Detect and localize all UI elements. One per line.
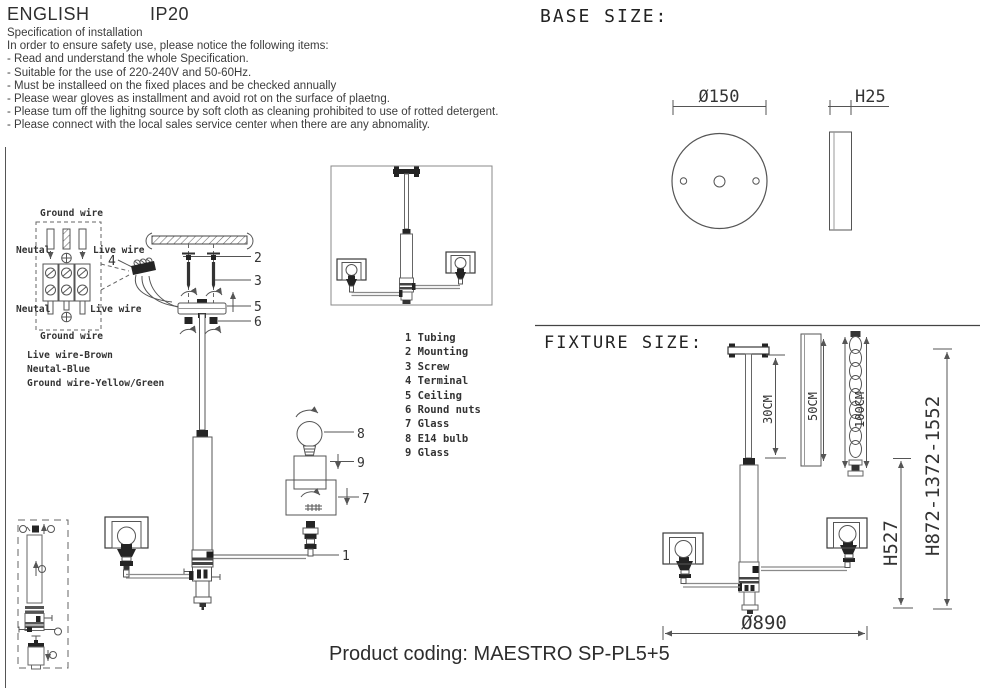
overview-inset [331,166,492,305]
parts-list-item: 3 Screw [405,360,450,373]
fixture-right-shade [761,518,867,571]
callout-4: 4 [108,254,116,269]
spec-item: - Please connect with the local sales service center when there are any abnomality. [7,119,430,132]
callout-6: 6 [254,315,262,330]
callout-1: 1 [342,549,350,564]
parts-list-item: 8 E14 bulb [405,432,469,445]
base-height-label: H25 [855,87,886,107]
fixture-size-drawing [663,331,952,640]
terminal-assembly [101,254,195,309]
bar-dim-label: 50CM [806,392,820,421]
parts-list-item: 9 Glass [405,447,450,460]
base-plate-side-view [830,132,852,230]
legend-ground-wire: Ground wire-Yellow/Green [27,378,165,389]
e14-bulb [296,410,322,455]
e14-socket [303,521,318,556]
h527-dim-label: H527 [880,520,902,566]
base-size-title: BASE SIZE: [540,6,669,27]
callout-2: 2 [254,251,262,266]
assembly-diagram [105,233,370,610]
ground-wire-bottom-label: Ground wire [40,331,103,342]
neutral-top-label: Neutal [16,245,51,256]
ip-rating: IP20 [150,4,190,24]
live-top-label: Live wire [93,245,145,256]
wiring-diagram [16,208,164,389]
spec-item: - Please wear gloves as installment and avoid rot on the surface of plaetng. [7,93,390,106]
callout-8: 8 [357,427,365,442]
parts-list-item: 4 Terminal [405,375,469,388]
spec-item: - Please tum off the lighitng source by soft cloth as cleaning prohibited to use of rotted detergent. [7,106,499,119]
fixture-left-shade [663,533,740,587]
ground-wire-top-label: Ground wire [40,208,103,219]
callout-9: 9 [357,456,365,471]
neutral-bottom-label: Neutal [16,304,51,315]
left-shade-assembly [105,517,194,580]
spec-item: - Suitable for the use of 220-240V and 50-60Hz. [7,66,252,79]
spec-item: - Must be installeed on the fixed places and be checked annually [7,79,337,92]
spec-title: Specification of installation [7,27,143,39]
height-range-label: H872-1372-1552 [922,395,944,556]
callout-5: 5 [254,300,262,315]
base-diameter-label: Ø150 [698,87,740,107]
ground-symbol-top [62,253,72,263]
language-title: ENGLISH [7,4,90,24]
fixture-size-title: FIXTURE SIZE: [544,333,704,353]
live-bottom-label: Live wire [90,304,142,315]
glass-shade-9 [294,456,326,489]
callout-3: 3 [254,274,262,289]
central-column [184,314,220,610]
parts-list-item: 7 Glass [405,418,450,431]
spec-item: - Read and understand the whole Specification. [7,53,249,66]
spec-intro: In order to ensure safety use, please notice the following items: [7,40,329,53]
product-coding: Product coding: MAESTRO SP-PL5+5 [329,643,670,665]
chain-dim-label: 100CM [853,391,867,428]
parts-list-item: 1 Tubing [405,332,456,344]
legend-live-wire: Live wire-Brown [27,350,113,361]
callout-7: 7 [362,492,370,507]
legend-neutral: Neutal-Blue [27,364,90,375]
ground-symbol-bottom [62,312,72,322]
parts-list-item: 6 Round nuts [405,404,481,417]
parts-list-item: 2 Mounting [405,346,469,359]
base-size-drawing [672,87,889,230]
ceiling-bar [146,233,253,249]
fixture-diameter-label: Ø890 [741,612,787,634]
rod-dim-label: 30CM [761,395,775,424]
detail-inset [18,520,68,669]
mounting-screws [181,254,222,297]
parts-list-item: 5 Ceiling [405,389,462,402]
